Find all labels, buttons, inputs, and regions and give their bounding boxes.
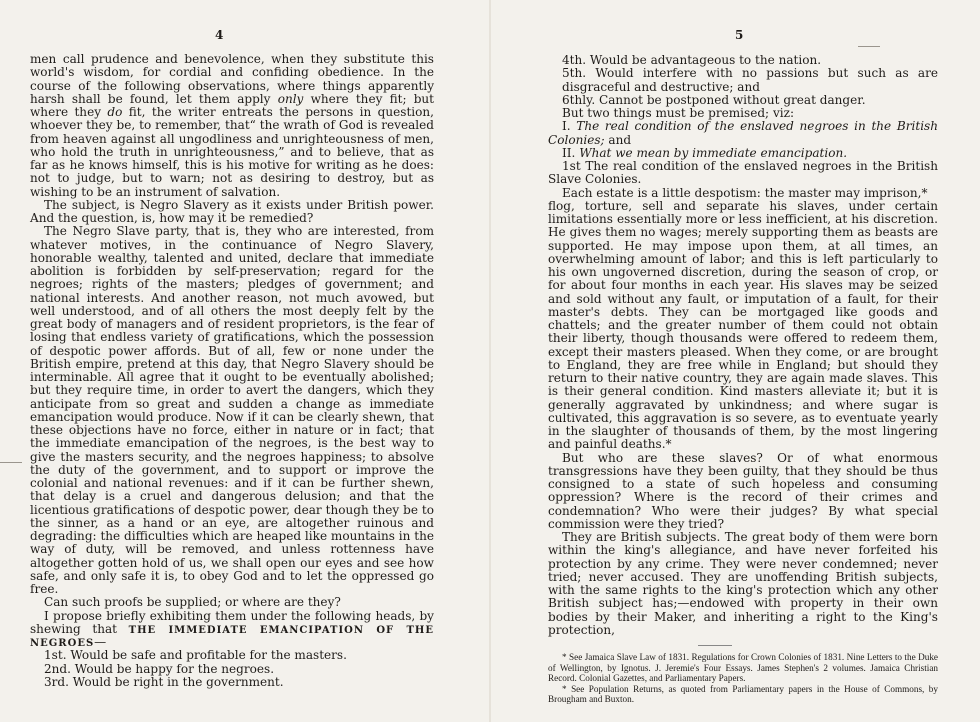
list-item: 4th. Would be advantageous to the nation.	[562, 53, 822, 67]
footnote: * See Population Returns, as quoted from Parliamentary papers in the House of Commons, by Brougham and Buxton.	[548, 683, 938, 705]
paragraph: Can such proofs be supplied; or where are they?	[44, 595, 341, 610]
page-number: 4	[215, 28, 224, 42]
paragraph: But two things must be premised; viz:	[562, 106, 795, 120]
heading-two: II. What we mean by immediate emancipation.	[562, 145, 848, 160]
subheading: 1st The real condition of the enslaved negroes in the British Slave Colonies.	[548, 159, 938, 187]
paragraph: They are British subjects. The great body of them were born within the king's allegiance, and have never forfeited his protection by any crime. They were never condemned; never tried; never accused. They are unoffending British subjects, with the same rights to the king's protection which any other British subject has;—endowed with property in their own bodies by their Maker, and inheriting a right to the King's protection,	[548, 530, 938, 637]
paragraph: The subject, is Negro Slavery as it exists under British power. And the question, is, how may it be remedied?	[30, 197, 434, 225]
list-item: 2nd. Would be happy for the negroes.	[44, 661, 275, 676]
list-item: 1st. Would be safe and profitable for the masters.	[44, 648, 347, 663]
right-page	[490, 0, 980, 722]
left-text-column	[30, 53, 434, 703]
right-text-column	[548, 53, 938, 705]
paragraph: Each estate is a little despotism: the master may imprison,*	[562, 185, 928, 200]
list-item: 3rd. Would be right in the government.	[44, 674, 284, 689]
margin-mark	[858, 46, 880, 47]
list-item: 6thly. Cannot be postponed without great danger.	[562, 92, 866, 107]
paragraph: The Negro Slave party, that is, they who are interested, from whatever motives, in the continuance of Negro Slavery, honorable wealthy, talented and united, declare that immediate abolition is forbidden by self-preservation; regard for the negroes; rights of the masters; pledges of government; and national interests. And another reason, not much avowed, but well understood, and of all others the most deeply felt by the great body of managers and of resident proprietors, is the fear of losing that endless variety of gratifications, which the possession of despotic power affords. But of all, few or none under the British empire, pretend at this day, that Negro Slavery should be interminable. All agree that it ought to be eventually abolished; but they require time, in order to avert the dangers, which they anticipate from so great and sudden a change as immediate emancipation would produce. Now if it can be clearly shewn, that these objections have no force, either in nature or in fact; that the immediate emancipation of the negroes, is the best way to give the masters security, and the negroes happiness; to absolve the duty of the government, and to support or improve the colonial and national revenues: and if it can be further shewn, that delay is a cruel and dangerous delusion; and that the licentious gratifications of despotic power, dear though they be to the sinner, as a hand or an eye, are altogether ruinous and degrading: the difficulties which are heaped like mountains in the way of duty, will be removed, and unless rottenness have altogether gotten hold of us, we shall open our eyes and see how safe, and only safe it is, to obey God and to let the oppressed go free.	[30, 224, 434, 596]
paragraph: But who are these slaves? Or of what enormous transgressions have they been guilty, that they should be thus consigned to a state of such hopeless and consuming oppression? Where is the record of their crimes and condemnation? Who were their judges? By what special commission were they tried?	[548, 450, 938, 531]
paragraph: I propose briefly exhibiting them under the following heads, by shewing that THE IMMEDIATE EMANCIPATION OF THE NEGROES—	[30, 608, 434, 649]
margin-mark	[0, 462, 22, 463]
footnote: * See Jamaica Slave Law of 1831. Regulations for Crown Colonies of 1831. Nine Letters to the Duke of Wellington, by Ignotus. J. Jeremie's Four Essays. James Stephen's 2 volumes. Jamaica Christian Record. Colonial Gazettes, and Parliamentary Papers.	[548, 652, 938, 684]
list-item: 5th. Would interfere with no passions but such as are disgraceful and destructive; and	[562, 66, 938, 94]
page-number: 5	[735, 28, 744, 42]
heading-one: I. The real condition of the enslaved negroes in the British Colonies; and	[548, 119, 938, 147]
footnote-rule	[698, 645, 732, 646]
paragraph: men call prudence and benevolence, when they substitute this world's wisdom, for cordial and confiding obedience. In the course of the following observations, where things apparently harsh shall be found, let them apply only where they fit; but where they do fit, the writer entreats the persons in question, whoever they be, to remember, that“ the wrath of God is revealed from heaven against all ungodliness and unrighteousness of men, who hold the truth in unrighteousness,” and to believe, that as far as he knows himself, this is his motive for writing as he does: not to judge, but to warn; not as desiring to destroy, but as wishing to be an instrument of salvation.	[30, 52, 435, 199]
paragraph: flog, torture, sell and separate his slaves, under certain limitations essentially more or less inefficient, at his discretion. He gives them no wages; merely supporting them as beasts are supported. He may impose upon them, at all times, an overwhelming amount of labor; and this is left particularly to his own ungoverned discretion, during the season of crop, or for about four months in each year. His slaves may be seized and sold without any fault, or imputation of a fault, for their master's debts. They can be mortgaged like goods and chattels; and the greater number of them could not obtain their liberty, though thousands were offered to redeem them, except their masters pleased. When they come, or are brought to England, they are free while in England; but should they return to their native country, they are again made slaves. This is their general condition. Kind masters alleviate it; but it is generally aggravated by unkindness; and where sugar is cultivated, this aggravation is so severe, as to eventuate yearly in the slaughter of thousands of them, by the most lingering and painful deaths.*	[548, 198, 938, 452]
